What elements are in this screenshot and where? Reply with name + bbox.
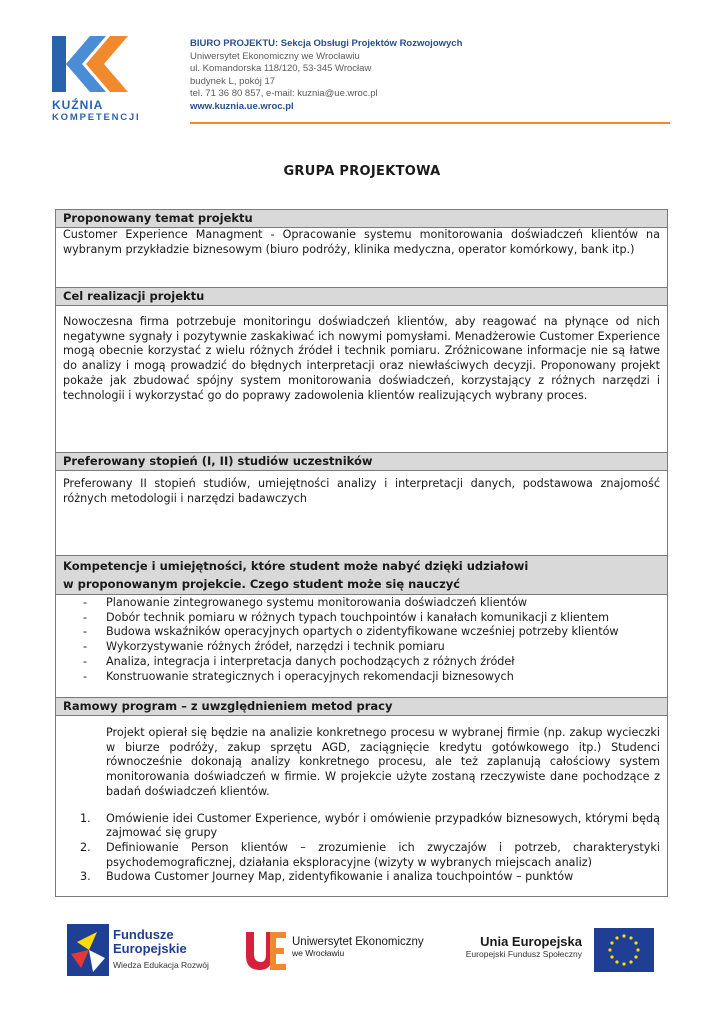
goal-cell: [56, 306, 667, 453]
topic-cell: [56, 228, 667, 288]
program-intro: Projekt opierał się będzie na analizie konkretnego procesu w wybranej firmie (np. zakup wycieczki w biurze podróży, zakup sprzętu AGD, zaciągnięcie kredytu gotówkowego itp.) Studenci równocześnie dokonają analizy konkretnego procesu, ale też zaplanują całościowy system monitorowania doświadczeń w firmie. W projekcie użyte zostaną rzeczywiste dane pochodzące z badań doświadczeń klientów.: [106, 726, 660, 798]
topic-header: Proponowany temat projektu: [56, 210, 667, 228]
eu-flag-icon: [594, 928, 654, 972]
skills-header-line2: w proponowanym projekcie. Czego student może się nauczyć: [63, 577, 461, 591]
building: budynek L, pokój 17: [190, 75, 276, 87]
level-text: Preferowany II stopień studiów, umiejętności analizy i interpretacji danych, podstawowa znajomość różnych metodologii i narzędzi badawczych: [63, 477, 660, 505]
contact-phone-email[interactable]: tel. 71 36 80 857, e-mail: kuznia@ue.wroc.pl: [190, 88, 378, 100]
program-cell: [56, 716, 667, 897]
fe-line1: Fundusze: [113, 927, 174, 942]
logo-wordmark: [52, 98, 140, 123]
ue-line1: Uniwersytet Ekonomiczny: [292, 936, 424, 948]
goal-text: Nowoczesna firma potrzebuje monitoringu doświadczeń klientów, aby reagować na płynące od nich negatywne sygnały i pozytywnie zaskakiwać ich nowymi pomysłami. Menadżerowie Customer Experience mogą obecnie korzystać z wielu różnych źródeł i technik pomiaru. Zróżnicowane informacje nie są łatwe do analizy i mogą prowadzić do błędnych interpretacji oraz niewłaściwych decyzji. Proponowany projekt pokaże jak zbudować spójny system monitorowania doświadczeń, korzystający z różnych narzędzi i technologii i wykorzystać go do poprawy zadowolenia klientów realizujących wybrany proces.: [63, 315, 660, 402]
eu-line2: Europejski Fundusz Społeczny: [465, 949, 582, 959]
level-header: Preferowany stopień (I, II) studiów uczestników: [56, 453, 667, 471]
skills-header-line1: Kompetencje i umiejętności, które student może nabyć dzięki udziałowi: [63, 559, 529, 573]
ue-wroclaw-logo: [244, 922, 434, 972]
list-item: 3. Budowa Customer Journey Map, zidentyfikowanie i analiza touchpointów – punktów: [80, 870, 574, 884]
fe-line2: Europejskie: [113, 941, 187, 956]
list-item: - Planowanie zintegrowanego systemu monitorowania doświadczeń klientów: [63, 596, 660, 611]
eu-line1: Unia Europejska: [480, 934, 582, 949]
skills-list: [63, 596, 660, 684]
website-link[interactable]: www.kuznia.ue.wroc.pl: [190, 100, 294, 112]
skills-header: [56, 556, 667, 595]
project-table: [55, 209, 668, 897]
skills-cell: [56, 595, 667, 698]
kuznia-logo-icon: [52, 36, 132, 92]
logo-text-kuznia: KUŹNIA: [52, 98, 104, 112]
fundusze-europejskie-logo: [67, 922, 217, 978]
list-item: - Analiza, integracja i interpretacja danych pochodzących z różnych źródeł: [63, 655, 660, 670]
fe-line3: Wiedza Edukacja Rozwój: [113, 960, 209, 970]
unia-europejska-logo: [460, 922, 660, 972]
list-item: - Dobór technik pomiaru w różnych typach touchpointów i kanałach komunikacji z klientem: [63, 611, 660, 626]
list-item: 1. Omówienie idei Customer Experience, wybór i omówienie przypadków biznesowych, którymi będą zajmować się grupy: [80, 811, 660, 840]
list-item: - Konstruowanie strategicznych i operacyjnych rekomendacji biznesowych: [63, 670, 660, 685]
ue-mark-icon: [244, 928, 288, 972]
list-item: - Budowa wskaźników operacyjnych opartych o zidentyfikowane wcześniej potrzeby klientów: [63, 625, 660, 640]
header-divider: [190, 122, 670, 124]
address: ul. Komandorska 118/120, 53-345 Wrocław: [190, 63, 372, 75]
university-name: Uniwersytet Ekonomiczny we Wrocławiu: [190, 50, 360, 62]
page-title: GRUPA PROJEKTOWA: [283, 164, 441, 179]
level-cell: [56, 471, 667, 556]
project-office: BIURO PROJEKTU: Sekcja Obsługi Projektów Rozwojowych: [190, 38, 463, 49]
goal-header: Cel realizacji projektu: [56, 288, 667, 306]
list-item: 2. Definiowanie Person klientów – zrozumienie ich zwyczajów i potrzeb, charakterystyki psychodemograficznej, działania eksploracyjne (wizyty w wybranych miejscach analiz): [80, 840, 660, 869]
list-item: - Wykorzystywanie różnych źródeł, narzędzi i technik pomiaru: [63, 640, 660, 655]
topic-text: Customer Experience Managment - Opracowanie systemu monitorowania doświadczeń klientów na wybranym przykładzie biznesowym (biuro podróży, klinika medyczna, operator komórkowy, bank itp.): [63, 228, 660, 256]
logo-text-kompetencji: KOMPETENCJI: [52, 112, 141, 123]
fe-star-icon: [67, 924, 109, 976]
program-header: Ramowy program – z uwzględnieniem metod pracy: [56, 698, 667, 716]
footer-logos: [0, 922, 724, 982]
ue-line2: we Wrocławiu: [292, 948, 345, 958]
contact-block: [190, 38, 670, 114]
program-steps: [63, 812, 660, 886]
